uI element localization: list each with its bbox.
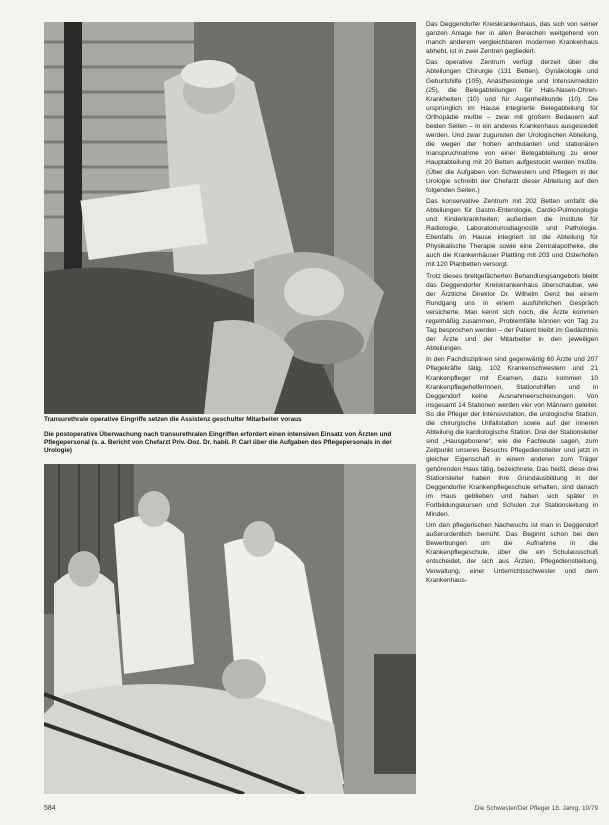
patient-care-photo-illustration xyxy=(44,464,416,794)
article-paragraph: Um den pflegerischen Nachwuchs ist man in Deggendorf außerordentlich bemüht. Das Beginnt schon bei den Bewerbungen um die Aufnahme in die Krankenpflegeschule, über die ein Schulausschuß entscheidet, der sich aus Ärzten, Pflegedienstleitung, Verwaltung, einer Unterrichtsschwester und dem Krankenhaus- xyxy=(426,522,598,584)
caption-bottom: Die postoperative Überwachung nach transurethralen Eingriffen erfordert einen intensiven Einsatz von Ärzten und Pflegepersonal (s. a. Bericht von Chefarzt Priv.-Doz. Dr. habil. P. Carl über die Aufgaben des Pflegepersonals in der Urologie) xyxy=(44,431,392,455)
caption-top: Transurethrale operative Eingriffe setzen die Assistenz geschulter Mitarbeiter voraus xyxy=(44,416,302,423)
patient-care-photo xyxy=(44,464,416,794)
article-paragraph: Das Deggendorfer Kreiskrankenhaus, das sich von seiner ganzen Anlage her in allen Bereichen weitgehend von manch anderem vergleichbaren modernen Krankenhaus abhebt, ist in zwei Zentren gegliedert. xyxy=(426,21,598,56)
article-text-column xyxy=(426,20,598,790)
article-paragraph: In den Fachdisziplinen sind gegenwärtig 60 Ärzte und 207 Pflegekräfte tätig, 102 Krankenschwestern und 21 Krankenpfleger mit Examen, dazu kommen 10 Krankenpflegehelferinnen, Stationshilfen und in Deggendorf keine Ausnahmeerscheinungen. Von insgesamt 14 Stationen werden vier von Männern geleitet. So die Pfleger der Intensivstation, die urologische Station, die chirurgische Unfallstation sowie auf der inneren Abteilung die kardiologische Station. Drei der Stationsleiter sind „Hausgeborene“, wie die Fachleute sagen, zum Zeitpunkt unseres Besuchs Pflegedienstleiter und jetzt in gleicher Eigenschaft in einem anderen zum Träger gehörenden Haus tätig, bezeichnete. Das heißt, diese drei Stationsleiter haben ihre Grundausbildung in der Deggendorfer Krankenpflegeschule erhalten, sind danach im Haus geblieben und haben sich später in Fortbildungskursen und Schulen zur Stationsleitung in Minden. xyxy=(426,356,598,518)
article-paragraph: Das konservative Zentrum mit 202 Betten umfaßt die Abteilungen für Gastro-Enterologie, Cardio-Pulmonologie und Kinderkrankheiten; außerdem die Institute für Radiologie, Laboratoriumsdiagnostik und Pathologie. Ebenfalls im Hause integriert ist die Abteilung für Physikalische Therapie sowie eine Zentralapotheke, die auch die Krankenhäuser Plattling mit 203 und Osterhofen mit 120 Planbetten versorgt. xyxy=(426,197,598,269)
article-paragraph: Das operative Zentrum verfügt derzeit über die Abteilungen Chirurgie (131 Betten), Gynäkologie und Geburtshilfe (105), Anästhesiologie und Intensivmedizin (25), die Belegabteilungen für Hals-Nasen-Ohren-Krankheiten (10) und für Augenheilkunde (10). Die ursprünglich im Hause integrierte Belegabteilung für Orthopädie mußte – zwar mit großem Bedauern auf beiden Seiten – in ein anderes Krankenhaus ausgesiedelt werden. Und zwar zugunsten der Urologischen Abteilung, die wegen der hohen ambulanten und stationären Inanspruchnahme von einer Belegabteilung zu einer Hauptabteilung mit 20 Betten aufgestockt werden mußte. (Über die Aufgaben von Schwestern und Pflegern in der Urologie schreibt der Chefarzt dieser Abteilung auf den folgenden Seiten.) xyxy=(426,59,598,194)
journal-footer: Die Schwester/Der Pfleger 18. Jahrg. 10/79 xyxy=(474,805,598,812)
surgery-photo-illustration xyxy=(44,22,416,414)
surgery-photo xyxy=(44,22,416,414)
page-number: 584 xyxy=(44,805,56,812)
article-paragraph: Trotz dieses breitgefächerten Behandlungsangebots bleibt das Deggendorfer Kreiskrankenhaus überschaubar, wie der Ärztliche Direktor Dr. Wilhelm Genz bei einem Rundgang uns in einem ausführlichen Gespräch versicherte. Man kennt sich noch, die Ärzte kommen regelmäßig zusammen, Problemfälle können von Tag zu Tag besprochen werden – der Patient bleibt im Gedächtnis der Ärzte und der Mitarbeiter in den jeweiligen Abteilungen. xyxy=(426,272,598,353)
